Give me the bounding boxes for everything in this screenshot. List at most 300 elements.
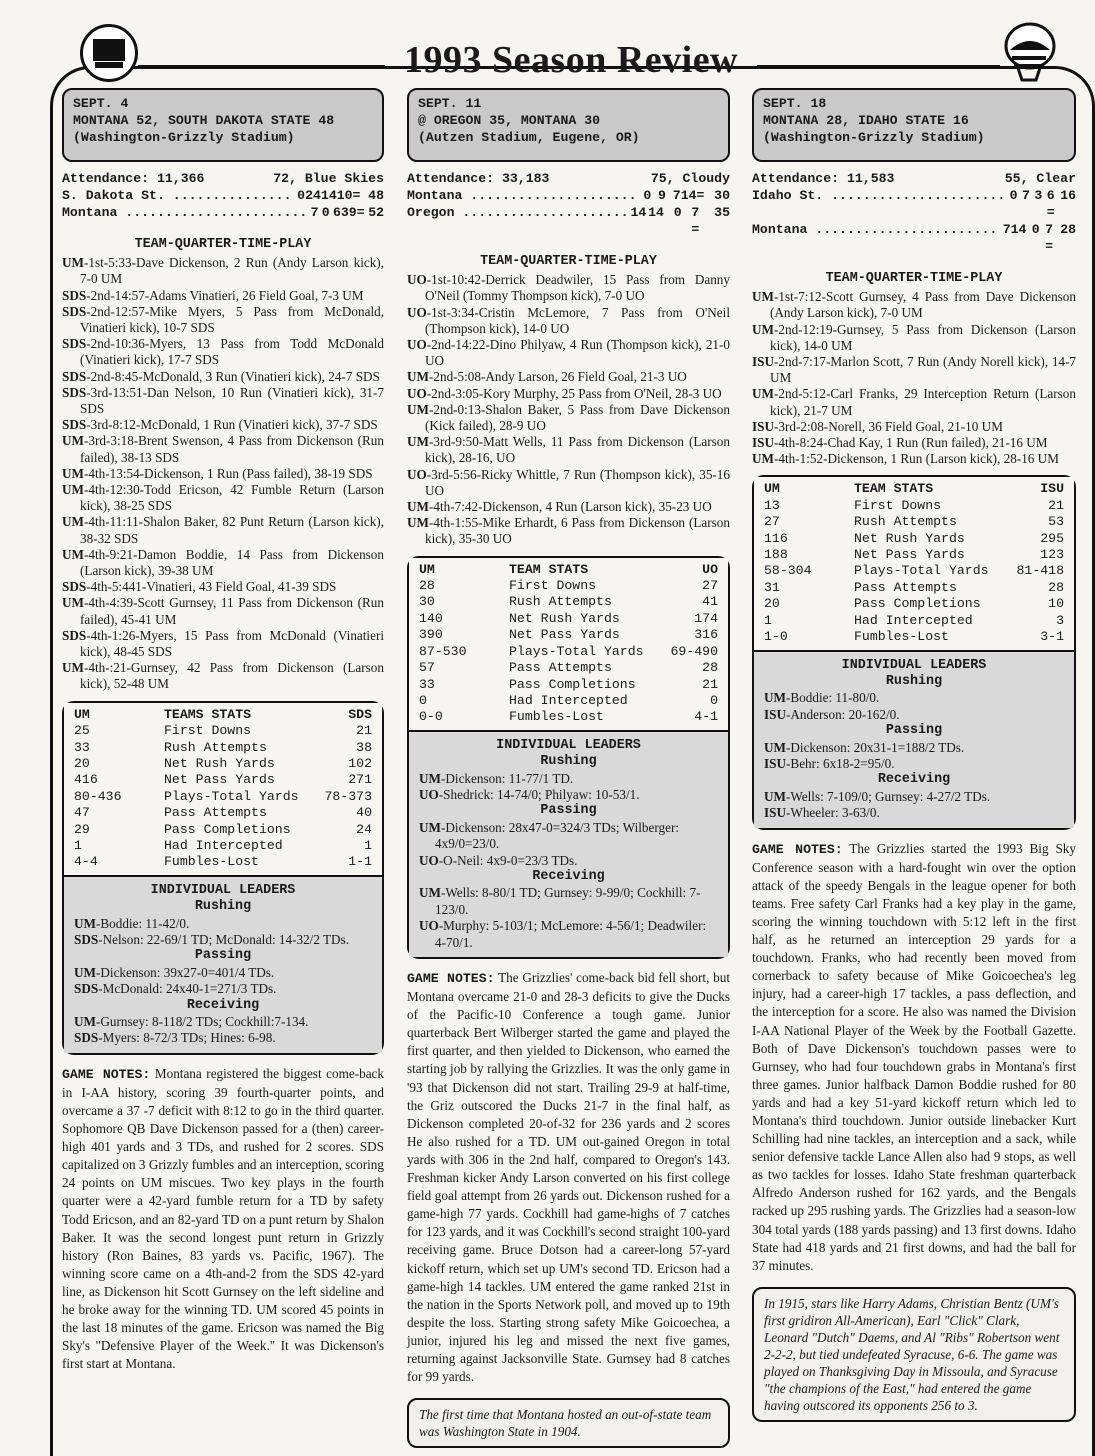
play-team: UM	[62, 433, 84, 449]
play-team: ISU	[752, 354, 774, 370]
game-notes	[62, 1065, 384, 1374]
leader-text: -Anderson: 20-162/0.	[786, 706, 900, 722]
play-text: -4th-7:42-Dickenson, 4 Run (Larson kick), 35-23 UO	[428, 499, 712, 515]
stat-left: 0	[419, 692, 427, 708]
stat-right: 295	[1040, 530, 1064, 546]
stat-left: 33	[419, 676, 435, 692]
plays-title: TEAM-QUARTER-TIME-PLAY	[480, 254, 657, 269]
stat-left: 58-304	[764, 563, 812, 579]
stat-left: 1-0	[764, 629, 788, 645]
play-team: SDS	[62, 579, 87, 595]
stats-header-right: UO	[702, 561, 718, 577]
stat-right: 28	[702, 660, 718, 676]
stat-label: First Downs	[509, 578, 597, 594]
stat-left: 80-436	[74, 788, 122, 804]
quarter-score: 24	[305, 188, 321, 203]
stats-box	[62, 701, 384, 1055]
quarter-score: 39=	[340, 205, 365, 220]
stat-label: Pass Completions	[164, 821, 291, 837]
scoring-play	[752, 322, 1076, 354]
stat-left: 25	[74, 723, 90, 739]
stats-header-title: TEAM STATS	[509, 561, 589, 577]
stats-header-row	[764, 481, 1064, 497]
leader-team: UM	[419, 819, 441, 835]
leader-team: UM	[74, 1014, 96, 1029]
leader-team: ISU	[764, 706, 786, 722]
play-text: -4th-4:39-Scott Gurnsey, 11 Pass from Dickenson (Run failed), 45-41 UM	[80, 595, 384, 627]
play-text: -2nd-12:19-Gurnsey, 5 Pass from Dickenson (Larson kick), 14-0 UM	[770, 321, 1076, 353]
leader-line	[74, 932, 372, 948]
stat-right: 102	[348, 755, 372, 771]
leader-line	[764, 740, 1064, 756]
play-team: SDS	[62, 368, 87, 384]
line-score	[752, 170, 1076, 255]
play-team: UM	[62, 465, 84, 481]
scoring-play	[752, 289, 1076, 321]
play-team: UM	[407, 515, 429, 531]
quarter-score: 10=	[336, 188, 361, 203]
stat-left: 29	[74, 821, 90, 837]
play-team: UM	[407, 401, 429, 417]
game-notes-label: GAME NOTES:	[752, 841, 843, 857]
leaders-title: INDIVIDUAL LEADERS	[841, 657, 987, 673]
leader-team: UM	[74, 915, 96, 931]
play-text: -4th-11:11-Shalon Baker, 82 Punt Return (Larson kick), 38-32 SDS	[80, 514, 384, 546]
leader-team: UO	[419, 786, 439, 802]
play-team: UM	[62, 255, 84, 271]
total-score: 52	[368, 205, 385, 220]
stat-label: Had Intercepted	[164, 837, 283, 853]
stat-label: Pass Attempts	[854, 579, 957, 595]
play-text: -4th-5:441-Vinatieri, 43 Field Goal, 41-39 SDS	[86, 579, 337, 595]
quarter-score: 14	[648, 205, 664, 220]
leader-text: -Wheeler: 3-63/0.	[786, 805, 880, 821]
play-team: UM	[62, 546, 84, 562]
stats-header-left: UM	[419, 561, 435, 577]
stat-label: Plays-Total Yards	[164, 788, 299, 804]
play-team: SDS	[62, 417, 87, 433]
play-team: UM	[62, 595, 84, 611]
stat-right: 69-490	[670, 643, 718, 659]
game-date: SEPT. 4	[73, 96, 129, 111]
team-stats	[409, 558, 728, 730]
quarter-score: 9	[658, 188, 666, 203]
stats-header-right: SDS	[348, 706, 372, 722]
scoring-play	[752, 435, 1076, 451]
stat-label: Had Intercepted	[854, 612, 973, 628]
weather: 55, Clear	[1004, 171, 1076, 186]
stat-right: 1	[364, 837, 372, 853]
play-team: UM	[752, 386, 774, 402]
quarter-score: 6	[332, 205, 341, 220]
stat-left: 20	[764, 596, 780, 612]
scoring-play	[407, 467, 730, 499]
weather: 75, Cloudy	[650, 171, 730, 186]
stat-right: 3-1	[1040, 629, 1064, 645]
stats-header-title: TEAMS STATS	[164, 706, 252, 722]
scoring-play	[62, 482, 384, 514]
stat-left: 188	[764, 547, 788, 563]
stat-label: Plays-Total Yards	[854, 563, 989, 579]
quarter-score: 14	[320, 188, 337, 203]
scoring-play	[62, 660, 384, 692]
play-text: -2nd-5:08-Andy Larson, 26 Field Goal, 21-3 UO	[428, 369, 687, 385]
play-team: UO	[407, 272, 427, 288]
stat-label: Rush Attempts	[509, 594, 612, 610]
stats-row	[764, 514, 1064, 530]
scoring-play	[752, 419, 1076, 435]
attendance-row	[752, 170, 1076, 187]
leaders-category: Passing	[194, 948, 252, 964]
play-text: -2nd-3:05-Kory Murphy, 25 Pass from O'Neil, 28-3 UO	[426, 385, 722, 401]
leaders-category: Passing	[540, 803, 597, 819]
play-text: -1st-5:33-Dave Dickenson, 2 Run (Andy Larson kick), 7-0 UM	[80, 255, 384, 287]
leaders-category: Receiving	[186, 997, 260, 1013]
stat-label: First Downs	[854, 497, 942, 513]
scoring-play	[62, 547, 384, 579]
play-text: -4th-8:24-Chad Kay, 1 Run (Run failed), 21-16 UM	[774, 435, 1048, 451]
team-name: Oregon .....................	[407, 205, 629, 220]
stats-row	[419, 644, 718, 660]
play-team: SDS	[62, 303, 87, 319]
stat-right: 27	[702, 578, 718, 594]
scoring-play	[752, 354, 1076, 386]
individual-leaders	[409, 730, 728, 957]
leader-text: -Myers: 8-72/3 TDs; Hines: 6-98.	[98, 1030, 276, 1046]
play-team: SDS	[62, 384, 87, 400]
stat-label: First Downs	[164, 723, 252, 739]
stat-left: 33	[74, 739, 90, 755]
game-notes-label: GAME NOTES:	[62, 1066, 151, 1082]
stats-row	[74, 740, 372, 756]
leader-text: -Dickenson: 39x27-0=401/4 TDs.	[95, 964, 275, 980]
leader-team: UM	[419, 885, 441, 901]
game-notes-text: The Grizzlies' come-back bid fell short, but Montana overcame 21-0 and 28-3 deficits to give the Ducks of the Pacific-10 Conference a tough game. Junior quarterback Bert Wilberger started the game and played the first quarter, and then yielded to Dickenson, who earned the starting job by rallying the Grizzlies. It was the only game in '93 that Dickenson did not start. Trailing 29-9 at half-time, the Griz outscored the Ducks 21-7 in the final half, as Dickenson completed 20-of-32 for 236 yards and 2 scores He also rushed for a TD. UM out-gained Oregon in total yards with 306 in the 2nd half, compared to Oregon's 143. Freshman kicker Andy Larson converted on his first college field goal attempt from 26 yards out. Dickenson rushed for a game-high 77 yards. Cockhill had game-highs of 7 catches for 123 yards, and it was Cockhill's second straight 100-yard receiving game. Bruce Dotson had a career-long 57-yard kickoff return, which set up UM's second TD. Ericson had a game-high 14 tackles. UM entered the game ranked 21st in the nation in the Sports Network poll, and moved up to 19th despite the loss. Starting strong safety Mike Goicoechea, a junior, injured his leg and missed the next five games, returning against Jacksonville State. Gurnsey had 8 catches for 99 yards.	[407, 970, 730, 1385]
quarter-score: 7	[1022, 188, 1030, 203]
grizzlies-m-logo-icon	[80, 24, 138, 82]
line-score-row	[407, 187, 730, 204]
stats-row	[764, 596, 1064, 612]
scoring-play	[62, 433, 384, 465]
stat-label: Net Rush Yards	[509, 610, 620, 626]
leader-line	[74, 916, 372, 932]
play-team: UO	[407, 304, 427, 320]
scoring-play	[407, 337, 730, 369]
total-score: 16	[1060, 188, 1077, 203]
stat-label: Had Intercepted	[509, 692, 628, 708]
leaders-title: INDIVIDUAL LEADERS	[150, 882, 296, 898]
stat-left: 27	[764, 514, 780, 530]
attendance: Attendance: 11,583	[752, 171, 895, 186]
stat-label: Plays-Total Yards	[509, 643, 644, 659]
stats-header-left: UM	[74, 706, 90, 722]
stats-row	[764, 563, 1064, 579]
stats-row	[419, 693, 718, 709]
play-text: -3rd-9:50-Matt Wells, 11 Pass from Dickenson (Larson kick), 28-16, UO	[425, 434, 730, 466]
stat-left: 1	[764, 612, 772, 628]
game-matchup: MONTANA 28, IDAHO STATE 16	[763, 113, 969, 128]
play-team: UO	[407, 466, 427, 482]
leaders-title: INDIVIDUAL LEADERS	[496, 737, 641, 753]
stat-label: Pass Completions	[854, 596, 981, 612]
quarter-score: 7 =	[1045, 222, 1053, 254]
leader-text: -Boddie: 11-42/0.	[95, 915, 190, 931]
play-team: UM	[407, 369, 429, 385]
stat-label: Rush Attempts	[854, 514, 957, 530]
stats-header-left: UM	[764, 481, 780, 497]
stat-left: 28	[419, 578, 435, 594]
scoring-play	[407, 434, 730, 466]
leaders-category: Passing	[885, 723, 943, 739]
line-score	[62, 170, 384, 221]
quarter-score: 7	[672, 188, 681, 203]
stats-row	[74, 822, 372, 838]
scoring-play	[407, 305, 730, 337]
stats-header-title: TEAM STATS	[854, 481, 934, 497]
leaders-category: Rushing	[194, 899, 252, 915]
total-score: 28	[1060, 222, 1077, 237]
scoring-play	[62, 255, 384, 287]
leader-line	[764, 707, 1064, 723]
stat-label: Fumbles-Lost	[509, 709, 604, 725]
scoring-play	[407, 402, 730, 434]
play-team: UM	[62, 482, 84, 498]
scoring-play	[752, 386, 1076, 418]
play-text: -3rd-8:12-McDonald, 1 Run (Vinatieri kick), 37-7 SDS	[86, 417, 378, 433]
stat-label: Net Rush Yards	[164, 755, 275, 771]
stat-left: 140	[419, 610, 443, 626]
leader-team: UM	[74, 964, 96, 980]
leader-text: -Boddie: 11-80/0.	[785, 690, 880, 706]
page-title: 1993 Season Review	[403, 39, 739, 81]
grizzlies-helmet-logo-icon	[1000, 20, 1058, 84]
stat-label: Net Pass Yards	[854, 547, 965, 563]
leader-line	[764, 789, 1064, 805]
stats-header-row	[419, 562, 718, 578]
stats-row	[419, 709, 718, 725]
scoring-play	[62, 288, 384, 304]
scoring-play	[752, 451, 1076, 467]
line-score-row	[62, 204, 384, 221]
stat-right: 123	[1040, 547, 1064, 563]
stat-left: 4-4	[74, 854, 98, 870]
scoring-play	[62, 417, 384, 433]
stat-right: 0	[710, 692, 718, 708]
play-team: ISU	[752, 418, 774, 434]
scoring-play	[62, 369, 384, 385]
stats-row	[74, 805, 372, 821]
total-score: 48	[368, 188, 384, 203]
game-venue: (Washington-Grizzly Stadium)	[73, 130, 295, 145]
leader-text: -Behr: 6x18-2=95/0.	[786, 755, 895, 771]
play-team: SDS	[62, 287, 87, 303]
stat-label: Fumbles-Lost	[854, 629, 949, 645]
scoring-play	[62, 628, 384, 660]
stat-right: 3	[1056, 612, 1064, 628]
stat-right: 10	[1048, 596, 1064, 612]
play-text: -4th-1:26-Myers, 15 Pass from McDonald (Vinatieri kick), 48-45 SDS	[80, 627, 384, 660]
game-venue: (Washington-Grizzly Stadium)	[763, 130, 985, 145]
game-notes	[407, 969, 730, 1386]
stats-row	[764, 580, 1064, 596]
quarter-score: 0	[1031, 222, 1040, 237]
leaders-category: Receiving	[532, 868, 605, 884]
play-team: UM	[62, 514, 84, 530]
play-text: -2nd-14:57-Adams Vinatieri, 26 Field Goal, 7-3 UM	[86, 287, 364, 303]
stat-right: 53	[1048, 514, 1064, 530]
scoring-play	[407, 272, 730, 304]
stats-row	[74, 838, 372, 854]
leader-line	[74, 981, 372, 997]
leader-text: -Wells: 8-80/1 TD; Gurnsey: 9-99/0; Cockhill: 7-123/0.	[435, 885, 701, 917]
quarter-score: 14	[630, 205, 647, 220]
game-header	[407, 88, 730, 162]
leader-team: SDS	[74, 981, 99, 997]
play-text: -2nd-14:22-Dino Philyaw, 4 Run (Thompson kick), 21-0 UO	[425, 337, 730, 369]
scoring-play	[407, 369, 730, 385]
stat-left: 31	[764, 579, 780, 595]
quarter-score: 0	[1009, 188, 1018, 203]
quarter-score: 6 =	[1046, 188, 1055, 220]
stats-box	[752, 475, 1076, 829]
leader-team: UM	[419, 770, 441, 786]
weather: 72, Blue Skies	[273, 171, 384, 186]
leader-team: UM	[764, 788, 786, 804]
leader-team: UO	[419, 852, 439, 868]
stat-label: Fumbles-Lost	[164, 854, 259, 870]
quarter-score: 0	[673, 205, 682, 220]
leader-line	[764, 756, 1064, 772]
quarter-score: 0	[321, 205, 330, 220]
game-venue: (Autzen Stadium, Eugene, OR)	[418, 130, 640, 145]
team-name: Montana .......................	[62, 205, 308, 220]
stat-right: 38	[356, 739, 372, 755]
line-score-row	[752, 187, 1076, 221]
stat-left: 30	[419, 594, 435, 610]
play-team: UM	[62, 660, 84, 676]
quarter-score: 3	[1034, 188, 1043, 203]
stats-row	[764, 629, 1064, 645]
quarter-score: 7	[310, 205, 319, 220]
quarter-score: 0	[643, 188, 652, 203]
stat-left: 20	[74, 755, 90, 771]
stat-left: 390	[419, 627, 443, 643]
stat-right: 1-1	[348, 854, 372, 870]
stat-right: 4-1	[694, 709, 718, 725]
play-text: -4th-13:54-Dickenson, 1 Run (Pass failed), 38-19 SDS	[83, 465, 373, 481]
stats-row	[764, 498, 1064, 514]
leaders-category: Rushing	[540, 754, 597, 770]
stat-left: 57	[419, 660, 435, 676]
scoring-play	[62, 579, 384, 595]
game-header	[752, 88, 1076, 162]
leader-line	[74, 1030, 372, 1046]
stat-label: Net Pass Yards	[164, 772, 275, 788]
game-column-2	[407, 88, 730, 1448]
play-text: -2nd-0:13-Shalon Baker, 5 Pass from Dave Dickenson (Kick failed), 28-9 UO	[425, 401, 730, 434]
stats-row	[419, 627, 718, 643]
plays-title: TEAM-QUARTER-TIME-PLAY	[134, 237, 312, 252]
stat-right: 21	[1048, 497, 1064, 513]
stat-right: 21	[702, 676, 718, 692]
game-notes-text: Montana registered the biggest come-back in I-AA history, scoring 39 fourth-quarter points, and overcame a 37 -7 deficit with 8:12 to go in the third quarter. Sophomore QB Dave Dickenson passed for a (then) career-high 401 yards and 3 TDs, and rushed for 2 scores. SDS capitalized on 3 Grizzly fumbles and an interception, scoring 24 points on UM miscues. Two key plays in the fourth quarter were a 42-yard fumble return for a TD by safety Todd Ericson, and an 82-yard TD on a punt return by Shalon Baker. It was the second longest punt return in Grizzly history (Ron Baines, 83 yards vs. Pacific, 1967). The winning score came on a 4th-and-2 from the SDS 42-yard line, as Dickenson hit Scott Gurnsey on the left sideline and he broke away for the winning TD. UM scored 45 points in the last 18 minutes of the game. Ericson was named the Big Sky's "Defensive Player of the Week." It was Dickenson's first start at Montana.	[62, 1065, 384, 1372]
total-score: 35	[714, 205, 730, 220]
stats-header-row	[74, 707, 372, 723]
history-fact: The first time that Montana hosted an out-of-state team was Washington State in 1904.	[407, 1398, 730, 1448]
game-header	[62, 88, 384, 162]
stats-row	[74, 756, 372, 772]
stats-box	[407, 556, 730, 959]
scoring-play	[407, 499, 730, 515]
play-team: ISU	[752, 435, 774, 451]
leaders-category: Rushing	[885, 673, 943, 689]
title-rule-left	[138, 65, 385, 68]
game-column-1	[62, 88, 384, 1373]
quarter-score: 0	[297, 188, 306, 203]
play-text: -2nd-10:36-Myers, 13 Pass from Todd McDonald (Vinatieri kick), 17-7 SDS	[80, 336, 384, 368]
stat-label: Pass Attempts	[509, 660, 612, 676]
team-name: Montana .......................	[752, 222, 998, 237]
stat-right: 24	[356, 821, 372, 837]
stat-right: 40	[356, 805, 372, 821]
play-text: -1st-7:12-Scott Gurnsey, 4 Pass from Dave Dickenson (Andy Larson kick), 7-0 UM	[770, 289, 1076, 321]
scoring-play	[62, 385, 384, 417]
quarter-score: 14=	[680, 188, 705, 203]
line-score-row	[62, 187, 384, 204]
attendance: Attendance: 33,183	[407, 171, 550, 186]
stat-left: 47	[74, 805, 90, 821]
leader-team: SDS	[74, 1030, 99, 1046]
quarter-score: 14	[1010, 222, 1027, 237]
play-text: -3rd-3:18-Brent Swenson, 4 Pass from Dickenson (Run failed), 38-13 SDS	[80, 433, 384, 465]
stat-right: 41	[702, 594, 718, 610]
leader-team: ISU	[764, 805, 786, 821]
team-stats	[754, 477, 1074, 649]
team-name: Idaho St. ......................	[752, 188, 1006, 203]
play-team: UO	[407, 385, 427, 401]
leader-text: -Nelson: 22-69/1 TD; McDonald: 14-32/2 TDs.	[98, 931, 349, 947]
play-text: -4th-1:55-Mike Erhardt, 6 Pass from Dickenson (Larson kick), 35-30 UO	[425, 515, 730, 547]
stat-left: 1	[74, 837, 82, 853]
play-team: SDS	[62, 627, 87, 643]
play-team: UM	[752, 321, 774, 337]
leader-line	[74, 965, 372, 981]
attendance-row	[407, 170, 730, 187]
stats-row	[74, 854, 372, 870]
team-name: Montana .....................	[407, 188, 637, 203]
play-text: -2nd-12:57-Mike Myers, 5 Pass from McDonald, Vinatieri kick), 10-7 SDS	[80, 303, 384, 336]
quarter-score: 7	[1002, 222, 1011, 237]
stats-row	[74, 789, 372, 805]
leader-text: -O-Neil: 4x9-0=23/3 TDs.	[438, 852, 578, 868]
attendance: Attendance: 11,366	[62, 171, 205, 186]
play-text: -1st-3:34-Cristin McLemore, 7 Pass from O'Neil (Thompson kick), 14-0 UO	[425, 304, 730, 336]
scoring-play	[62, 304, 384, 336]
game-notes	[752, 840, 1076, 1275]
attendance-row	[62, 170, 384, 187]
leader-line	[419, 820, 718, 853]
stats-row	[74, 772, 372, 788]
stats-row	[419, 594, 718, 610]
line-score-row	[407, 204, 730, 238]
stats-row	[419, 660, 718, 676]
leader-line	[419, 885, 718, 918]
play-team: SDS	[62, 336, 87, 352]
stats-header-right: ISU	[1040, 481, 1064, 497]
stat-right: 316	[694, 627, 718, 643]
total-score: 30	[714, 188, 730, 203]
leader-text: -Shedrick: 14-74/0; Philyaw: 10-53/1.	[438, 786, 640, 802]
